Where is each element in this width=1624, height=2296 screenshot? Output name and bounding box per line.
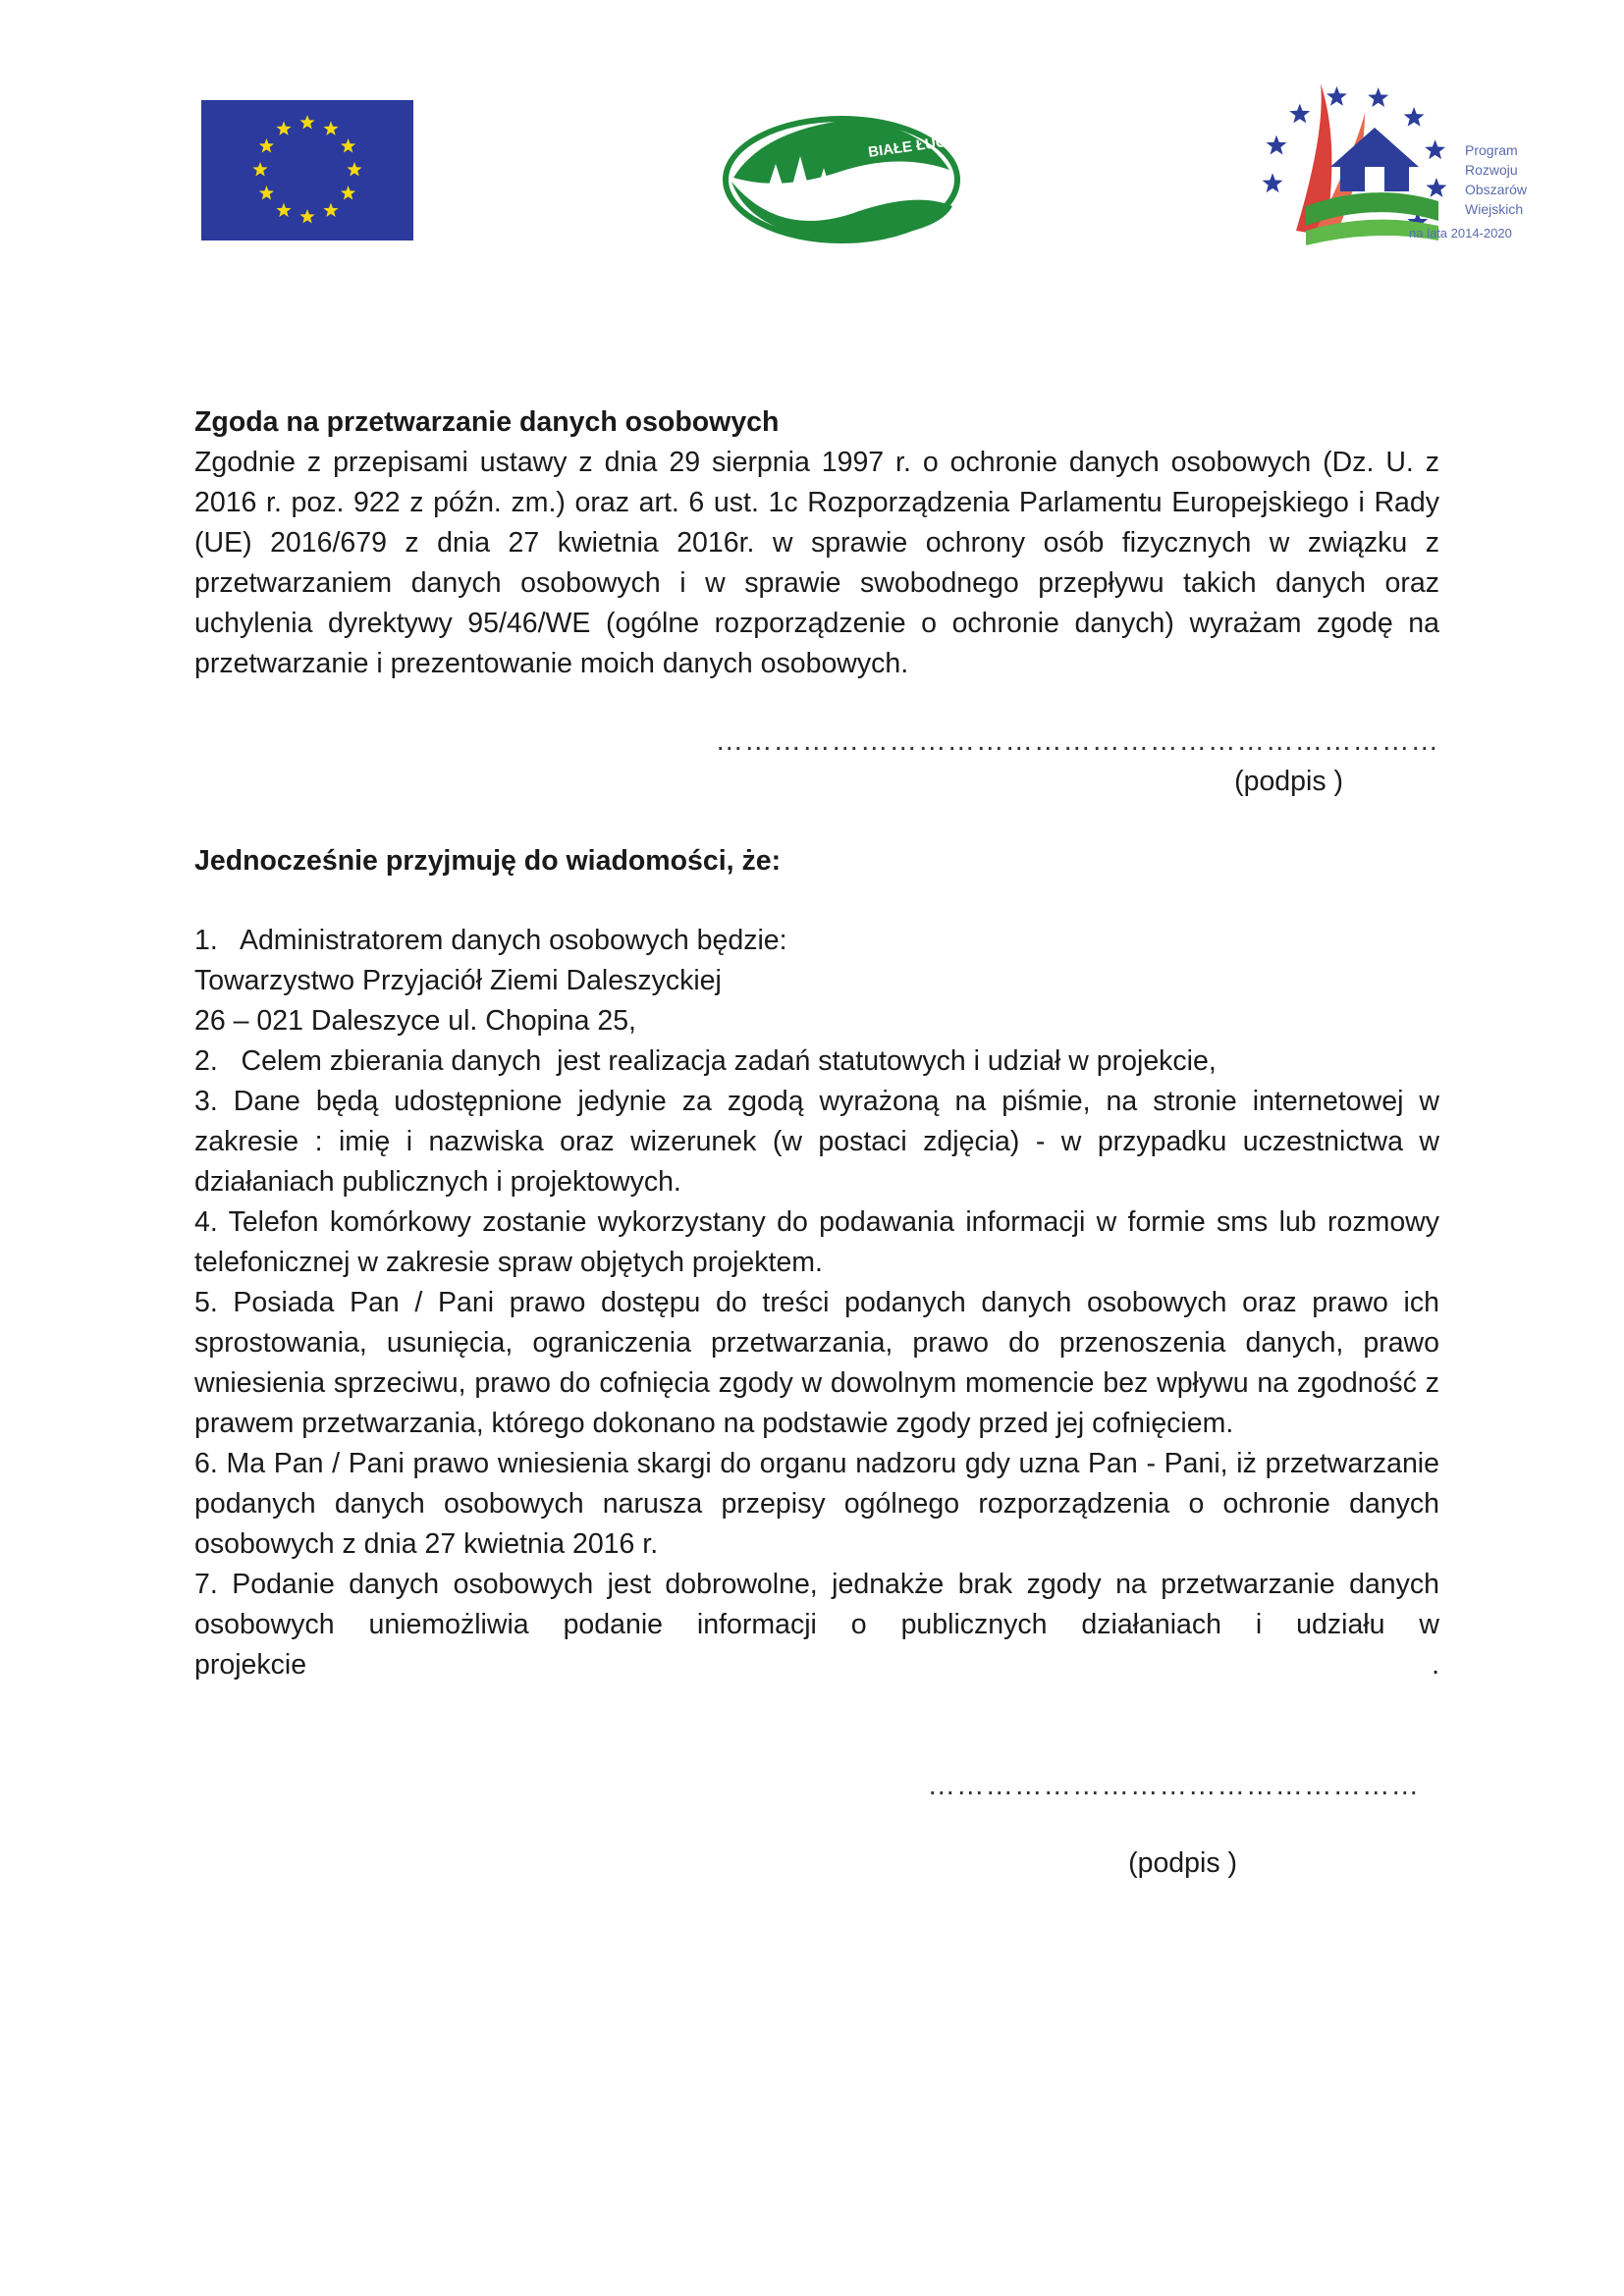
info-item-6: 6. Ma Pan / Pani prawo wniesienia skargi do organu nadzoru gdy uzna Pan - Pani, iż przetwarzanie podanych danych osobowych narusza przepisy ogólnego rozporządzenia o ochronie danych osobowych z dnia 27 kwietnia 2016 r. (194, 1448, 1439, 1560)
info-item-2: 2. Celem zbierania danych jest realizacja zadań statutowych i udział w projekcie, (194, 1045, 1217, 1077)
info-item-1: 1. Administratorem danych osobowych będzie: (194, 925, 787, 956)
prow-star-icon (1425, 139, 1445, 159)
prow-star-icon (1289, 103, 1310, 123)
header-logos (0, 74, 1624, 270)
info-item-7-dot: . (1432, 1649, 1439, 1681)
info-signature-line: …………………………………………… (927, 1770, 1420, 1801)
prow-logo (1247, 74, 1542, 265)
info-item-5: 5. Posiada Pan / Pani prawo dostępu do treści podanych danych osobowych oraz prawo ich sprostowania, usunięcia, ograniczenia przetwarzania, prawo do przenoszenia danych, prawo wniesienia sprzeciwu, prawo do cofnięcia zgody w dowolnym momencie bez wpływu na zgodność z prawem przetwarzania, którego dokonano na podstawie zgody przed jej cofnięciem. (194, 1287, 1439, 1439)
admin-address: 26 – 021 Daleszyce ul. Chopina 25, (194, 1005, 636, 1037)
info-item-3: 3. Dane będą udostępnione jedynie za zgodą wyrażoną na piśmie, na stronie internetowej w zakresie : imię i nazwiska oraz wizerunek (w postaci zdjęcia) - w przypadku uczestnictwa w działaniach publicznych i projektowych. (194, 1086, 1439, 1198)
prow-logo-years: na lata 2014-2020 (1409, 226, 1512, 240)
eu-flag-icon (201, 100, 413, 240)
info-title: Jednocześnie przyjmuję do wiadomości, że: (194, 845, 782, 877)
prow-logo-text: Program Rozwoju Obszarów Wiejskich (1465, 142, 1528, 217)
prow-star-icon (1368, 87, 1388, 107)
info-item-4: 4. Telefon komórkowy zostanie wykorzystany do podawania informacji w formie sms lub rozmowy telefonicznej w zakresie spraw objętych projektem. (194, 1206, 1439, 1278)
lgd-biale-lugi-logo (722, 113, 962, 245)
consent-signature-label: (podpis ) (1234, 766, 1343, 797)
info-item-7: 7. Podanie danych osobowych jest dobrowolne, jednakże brak zgody na przetwarzanie danych osobowych uniemożliwia podanie informacji o publicznych działaniach i udziału w (194, 1569, 1439, 1640)
prow-star-icon (1426, 178, 1446, 197)
consent-title: Zgoda na przetwarzanie danych osobowych (194, 406, 780, 438)
info-item-7-last-word: projekcie (194, 1649, 307, 1681)
prow-star-icon (1263, 173, 1283, 192)
consent-body: Zgodnie z przepisami ustawy z dnia 29 sierpnia 1997 r. o ochronie danych osobowych (Dz. U. z 2016 r. poz. 922 z późn. zm.) oraz art. 6 ust. 1c Rozporządzenia Parlamentu Europejskiego i Rady (UE) 2016/679 z dnia 27 kwietnia 2016r. w sprawie ochrony osób fizycznych w związku z przetwarzaniem danych osobowych i w sprawie swobodnego przepływu takich danych oraz uchylenia dyrektywy 95/46/WE (ogólne rozporządzenie o ochronie danych) wyrażam zgodę na przetwarzanie i prezentowanie moich danych osobowych. (194, 447, 1439, 679)
consent-signature-line: ………………………………………………………………… (715, 725, 1439, 757)
prow-star-icon (1326, 86, 1347, 106)
admin-name: Towarzystwo Przyjaciół Ziemi Daleszyckiej (194, 965, 722, 996)
lgd-logo-text: BIAŁE ŁUGI (867, 133, 952, 161)
info-signature-label: (podpis ) (1128, 1847, 1237, 1879)
prow-star-icon (1404, 107, 1425, 127)
prow-star-icon (1267, 135, 1287, 155)
document-body (194, 402, 1439, 1884)
info-item-7-end (194, 1645, 1439, 1685)
